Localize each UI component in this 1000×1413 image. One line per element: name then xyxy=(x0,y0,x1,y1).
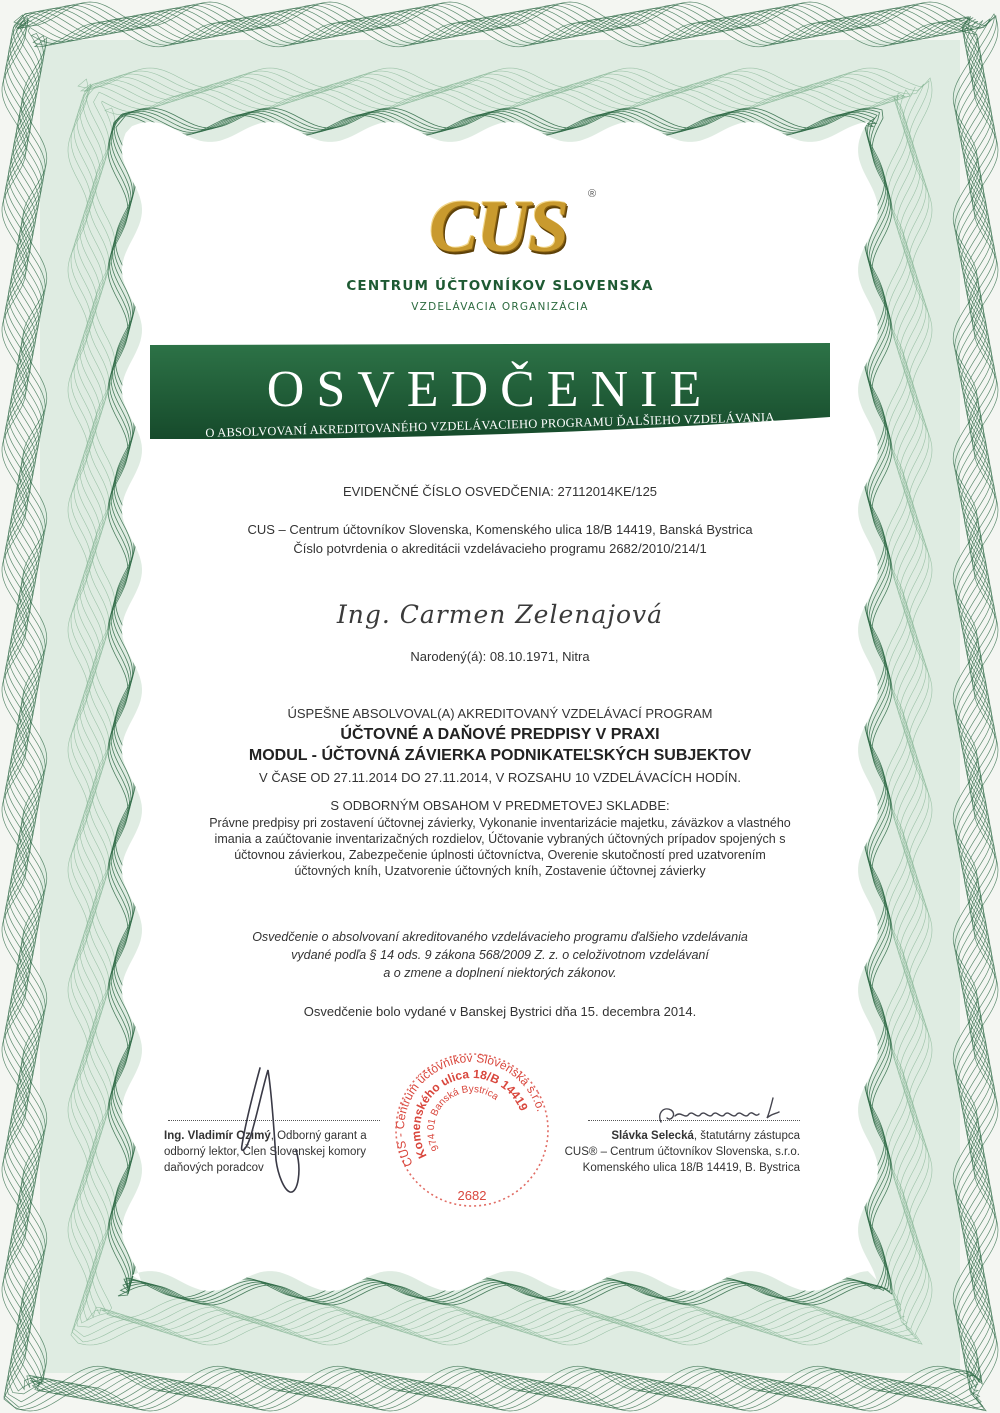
signatory-right-name: Slávka Selecká xyxy=(611,1130,694,1142)
recipient-birth: Narodený(á): 08.10.1971, Nitra xyxy=(410,649,590,664)
organization-subtitle: VZDELÁVACIA ORGANIZÁCIA xyxy=(411,301,589,313)
legal-line: Osvedčenie o absolvovaní akreditovaného vzdelávacieho programu ďalšieho vzdelávania xyxy=(252,930,748,944)
stamp-number: 2682 xyxy=(457,1188,487,1203)
content-heading: S ODBORNÝM OBSAHOM V PREDMETOVEJ SKLADBE: xyxy=(330,798,670,813)
legal-line: vydané podľa § 14 ods. 9 zákona 568/2009 Z. z. o celoživotnom vzdelávaní xyxy=(291,948,709,962)
program-module: MODUL - ÚČTOVNÁ ZÁVIERKA PODNIKATEĽSKÝCH SUBJEKTOV xyxy=(248,747,752,764)
signatory-left-role1: , Odborný garant a xyxy=(270,1130,367,1142)
official-stamp xyxy=(392,1040,552,1220)
stamp-city-path: 974 01 Banská Bystrica xyxy=(425,1083,501,1153)
legal-line: a o zmene a doplnení niektorých zákonov. xyxy=(383,966,617,980)
registered-mark: ® xyxy=(588,188,597,200)
recipient-name: Ing. Carmen Zelenajová xyxy=(336,600,664,629)
signatory-right-role3: Komenského ulica 18/B 14419, B. Bystrica xyxy=(582,1162,800,1174)
organization-name: CENTRUM ÚČTOVNÍKOV SLOVENSKA xyxy=(346,278,654,294)
signatory-left-role2: odborný lektor, Člen Slovenskej komory xyxy=(164,1146,366,1158)
handwritten-signature-right xyxy=(655,1092,795,1132)
signatory-left-name: Ing. Vladimír Ozimý xyxy=(164,1130,271,1142)
signatory-right-role1: , štatutárny zástupca xyxy=(693,1130,800,1142)
program-intro: ÚSPEŠNE ABSOLVOVAL(A) AKREDITOVANÝ VZDELÁVACÍ PROGRAM xyxy=(287,706,713,721)
handwritten-signature-left xyxy=(232,1050,312,1200)
content-line: Právne predpisy pri zostavení účtovnej závierky, Vykonanie inventarizácie majetku, záväzkov a vlastného xyxy=(209,816,791,830)
stamp-inner-path: Komenského ulica 18/B 14419 xyxy=(408,1066,531,1161)
logo-mark: CUS xyxy=(429,186,567,268)
cus-logo xyxy=(398,188,598,266)
content-line: imania a zaúčtovanie inventarizačných rozdielov, Účtovanie vybraných účtovných prípadov spojených s xyxy=(214,832,786,846)
content-line: účtovných kníh, Uzatvorenie účtovných kníh, Zostavenie účtovnej závierky xyxy=(294,864,706,878)
content-list xyxy=(205,815,795,879)
legal-notice xyxy=(180,928,820,982)
issuer-address: CUS – Centrum účtovníkov Slovenska, Komenského ulica 18/B 14419, Banská Bystrica xyxy=(247,522,753,537)
issue-date-line: Osvedčenie bolo vydané v Banskej Bystrici dňa 15. decembra 2014. xyxy=(303,1004,697,1019)
content-line: účtovnou závierkou, Zabezpečenie úplnosti účtovníctva, Overenie skutočností pred uzatvorením xyxy=(234,848,766,862)
program-title: ÚČTOVNÉ A DAŇOVÉ PREDPISY V PRAXI xyxy=(340,726,660,743)
evidence-number: EVIDENČNÉ ČÍSLO OSVEDČENIA: 27112014KE/125 xyxy=(342,484,658,499)
program-period: V ČASE OD 27.11.2014 DO 27.11.2014, V ROZSAHU 10 VZDELÁVACÍCH HODÍN. xyxy=(259,770,741,785)
signatory-right-role2: CUS® – Centrum účtovníkov Slovenska, s.r.o. xyxy=(564,1146,800,1158)
accreditation-number: Číslo potvrdenia o akreditácii vzdelávacieho programu 2682/2010/214/1 xyxy=(293,541,707,556)
signatory-left-role3: daňových poradcov xyxy=(164,1162,264,1174)
signatory-right xyxy=(560,1128,800,1176)
stamp-outer-path: CUS - Centrum účtovníkov Slovenska s.r.o. xyxy=(392,1050,549,1170)
certificate-subtitle: O ABSOLVOVANÍ AKREDITOVANÉHO VZDELÁVACIEHO PROGRAMU ĎALŠIEHO VZDELÁVANIA xyxy=(205,410,775,440)
certificate-title: OSVEDČENIE xyxy=(266,361,714,418)
